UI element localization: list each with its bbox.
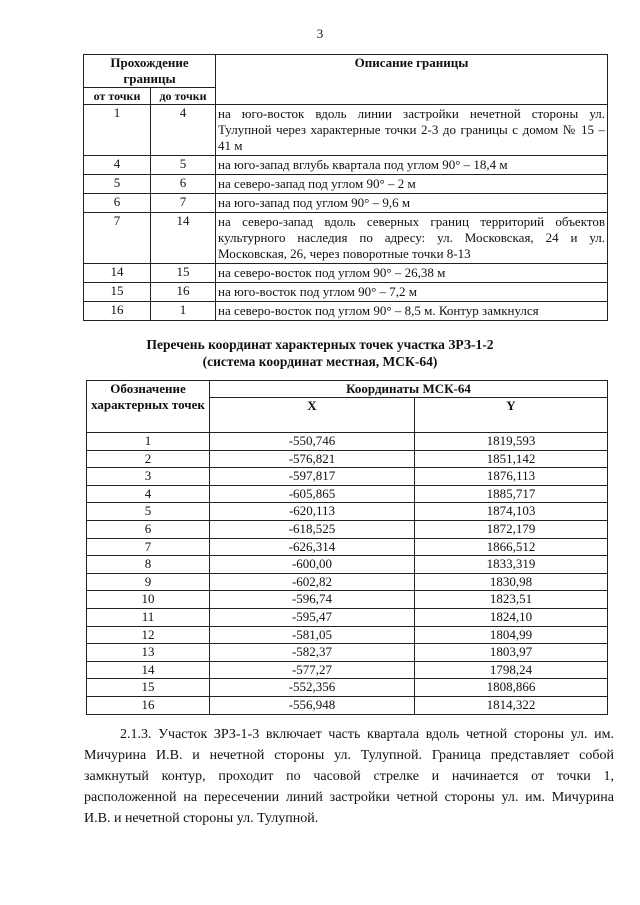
y-coordinate: 1804,99 bbox=[415, 626, 608, 644]
coordinates-table bbox=[86, 380, 608, 715]
x-coordinate: -556,948 bbox=[210, 696, 415, 714]
y-coordinate: 1824,10 bbox=[415, 608, 608, 626]
x-coordinate: -595,47 bbox=[210, 608, 415, 626]
y-coordinate: 1823,51 bbox=[415, 591, 608, 609]
coordinate-row bbox=[87, 608, 608, 626]
coordinate-row bbox=[87, 520, 608, 538]
y-coordinate: 1803,97 bbox=[415, 644, 608, 662]
x-coordinate: -618,525 bbox=[210, 520, 415, 538]
x-coordinate: -581,05 bbox=[210, 626, 415, 644]
coordinate-row bbox=[87, 696, 608, 714]
point-label: 1 bbox=[87, 433, 210, 451]
point-label: 10 bbox=[87, 591, 210, 609]
x-coordinate: -552,356 bbox=[210, 679, 415, 697]
row-from-point: 1 bbox=[84, 105, 151, 156]
point-label: 4 bbox=[87, 485, 210, 503]
point-label: 8 bbox=[87, 556, 210, 574]
coordinate-row bbox=[87, 679, 608, 697]
header-to: до точки bbox=[151, 88, 216, 105]
coordinate-row bbox=[87, 450, 608, 468]
x-coordinate: -582,37 bbox=[210, 644, 415, 662]
x-coordinate: -605,865 bbox=[210, 485, 415, 503]
point-label: 7 bbox=[87, 538, 210, 556]
coordinate-row bbox=[87, 468, 608, 486]
coordinates-caption-line2: (система координат местная, МСК-64) bbox=[202, 354, 438, 369]
row-description: на северо-запад вдоль северных границ территорий объектов культурного наследия по адресу: ул. Московская, 24 и ул. Московская, 26, через поворотные точки 8-13 bbox=[216, 213, 608, 264]
x-coordinate: -577,27 bbox=[210, 661, 415, 679]
row-description: на юго-восток под углом 90° – 7,2 м bbox=[216, 283, 608, 302]
y-coordinate: 1876,113 bbox=[415, 468, 608, 486]
boundary-row bbox=[84, 105, 608, 156]
point-label: 2 bbox=[87, 450, 210, 468]
boundary-row bbox=[84, 283, 608, 302]
point-label: 14 bbox=[87, 661, 210, 679]
coordinate-row bbox=[87, 503, 608, 521]
row-description: на северо-запад под углом 90° – 2 м bbox=[216, 175, 608, 194]
page-number: 3 bbox=[316, 26, 324, 41]
boundary-row bbox=[84, 175, 608, 194]
coordinates-caption-line1: Перечень координат характерных точек участка ЗРЗ-1-2 bbox=[146, 337, 494, 352]
y-coordinate: 1872,179 bbox=[415, 520, 608, 538]
point-label: 15 bbox=[87, 679, 210, 697]
row-description: на северо-восток под углом 90° – 26,38 м bbox=[216, 264, 608, 283]
y-coordinate: 1819,593 bbox=[415, 433, 608, 451]
header-y: Y bbox=[415, 398, 608, 433]
y-coordinate: 1833,319 bbox=[415, 556, 608, 574]
row-to-point: 6 bbox=[151, 175, 216, 194]
row-description: на юго-запад под углом 90° – 9,6 м bbox=[216, 194, 608, 213]
boundary-row bbox=[84, 302, 608, 321]
x-coordinate: -550,746 bbox=[210, 433, 415, 451]
row-to-point: 5 bbox=[151, 156, 216, 175]
y-coordinate: 1851,142 bbox=[415, 450, 608, 468]
y-coordinate: 1814,322 bbox=[415, 696, 608, 714]
row-to-point: 1 bbox=[151, 302, 216, 321]
point-label: 6 bbox=[87, 520, 210, 538]
boundary-row bbox=[84, 156, 608, 175]
row-from-point: 14 bbox=[84, 264, 151, 283]
y-coordinate: 1830,98 bbox=[415, 573, 608, 591]
coordinate-row bbox=[87, 591, 608, 609]
header-x: X bbox=[210, 398, 415, 433]
x-coordinate: -602,82 bbox=[210, 573, 415, 591]
point-label: 5 bbox=[87, 503, 210, 521]
boundary-rows bbox=[84, 105, 608, 321]
coordinate-row bbox=[87, 433, 608, 451]
x-coordinate: -597,817 bbox=[210, 468, 415, 486]
coordinate-row bbox=[87, 626, 608, 644]
row-to-point: 14 bbox=[151, 213, 216, 264]
row-to-point: 7 bbox=[151, 194, 216, 213]
coordinate-rows bbox=[87, 433, 608, 715]
x-coordinate: -626,314 bbox=[210, 538, 415, 556]
row-to-point: 16 bbox=[151, 283, 216, 302]
row-to-point: 15 bbox=[151, 264, 216, 283]
coordinate-row bbox=[87, 661, 608, 679]
point-label: 16 bbox=[87, 696, 210, 714]
row-from-point: 5 bbox=[84, 175, 151, 194]
row-from-point: 4 bbox=[84, 156, 151, 175]
x-coordinate: -620,113 bbox=[210, 503, 415, 521]
point-label: 13 bbox=[87, 644, 210, 662]
point-label: 11 bbox=[87, 608, 210, 626]
boundary-row bbox=[84, 264, 608, 283]
header-from: от точки bbox=[84, 88, 151, 105]
row-from-point: 16 bbox=[84, 302, 151, 321]
x-coordinate: -600,00 bbox=[210, 556, 415, 574]
coordinate-row bbox=[87, 573, 608, 591]
row-from-point: 15 bbox=[84, 283, 151, 302]
header-description: Описание границы bbox=[216, 55, 608, 105]
coordinate-row bbox=[87, 485, 608, 503]
y-coordinate: 1808,866 bbox=[415, 679, 608, 697]
point-label: 9 bbox=[87, 573, 210, 591]
coordinate-row bbox=[87, 538, 608, 556]
header-coords: Координаты МСК-64 bbox=[210, 381, 608, 398]
y-coordinate: 1885,717 bbox=[415, 485, 608, 503]
section-paragraph: 2.1.3. Участок ЗРЗ-1-3 включает часть квартала вдоль четной стороны ул. им. Мичурина И.В. и нечетной стороны ул. Тулупной. Граница представляет собой замкнутый контур, проходит по часовой стрелке и начинается от точки 1, расположенной на пересечении линий застройки четной стороны ул. им. Мичурина И.В. и нечетной стороны ул. Тулупной. bbox=[84, 727, 614, 826]
y-coordinate: 1874,103 bbox=[415, 503, 608, 521]
row-description: на юго-запад вглубь квартала под углом 90° – 18,4 м bbox=[216, 156, 608, 175]
row-from-point: 7 bbox=[84, 213, 151, 264]
boundary-description-table bbox=[83, 54, 608, 321]
row-description: на юго-восток вдоль линии застройки нечетной стороны ул. Тулупной через характерные точки 2-3 до границы с домом № 15 – 41 м bbox=[216, 105, 608, 156]
boundary-row bbox=[84, 213, 608, 264]
boundary-row bbox=[84, 194, 608, 213]
header-points: Обозначение характерных точек bbox=[87, 381, 210, 433]
point-label: 3 bbox=[87, 468, 210, 486]
point-label: 12 bbox=[87, 626, 210, 644]
x-coordinate: -596,74 bbox=[210, 591, 415, 609]
y-coordinate: 1798,24 bbox=[415, 661, 608, 679]
coordinate-row bbox=[87, 644, 608, 662]
x-coordinate: -576,821 bbox=[210, 450, 415, 468]
header-passage: Прохождение границы bbox=[84, 55, 216, 88]
coordinate-row bbox=[87, 556, 608, 574]
y-coordinate: 1866,512 bbox=[415, 538, 608, 556]
row-to-point: 4 bbox=[151, 105, 216, 156]
row-description: на северо-восток под углом 90° – 8,5 м. Контур замкнулся bbox=[216, 302, 608, 321]
row-from-point: 6 bbox=[84, 194, 151, 213]
